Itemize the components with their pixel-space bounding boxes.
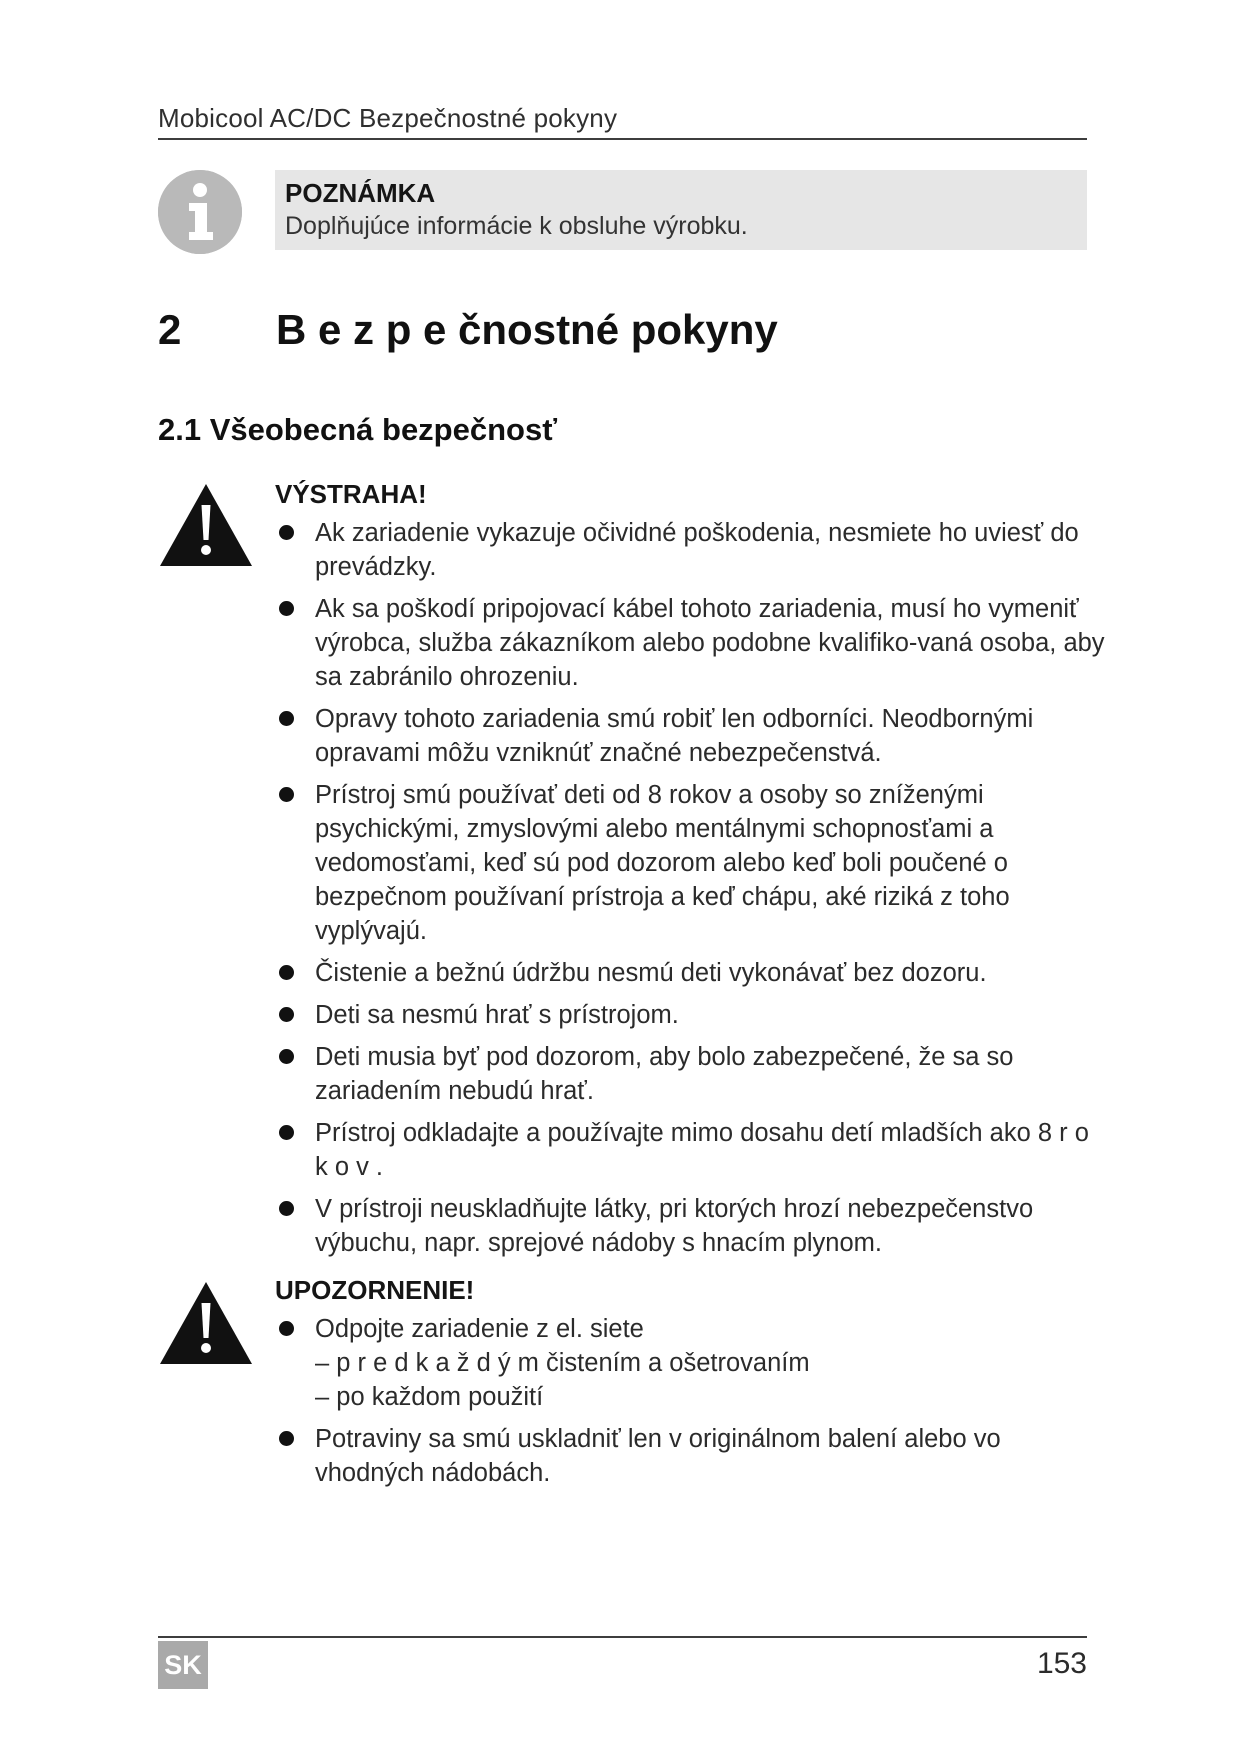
list-item-text: Čistenie a bežnú údržbu nesmú deti vykonávať bez dozoru. bbox=[315, 959, 987, 987]
chapter-number: 2 bbox=[158, 306, 182, 353]
list-item-text: V prístroji neuskladňujte látky, pri ktorých hrozí nebezpečenstvo výbuchu, napr. sprejové nádoby s hnacím plynom. bbox=[315, 1195, 1034, 1257]
language-badge: SK bbox=[158, 1641, 208, 1689]
warning-triangle-icon bbox=[158, 1280, 254, 1366]
bullet-icon bbox=[279, 601, 294, 616]
warning-title: VÝSTRAHA! bbox=[275, 479, 427, 509]
list-item-text: Deti sa nesmú hrať s prístrojom. bbox=[315, 1001, 679, 1029]
list-subitem: – po každom použití bbox=[315, 1383, 544, 1411]
list-item bbox=[275, 516, 1105, 584]
info-icon bbox=[158, 170, 242, 254]
bullet-icon bbox=[279, 965, 294, 980]
list-item bbox=[275, 778, 1105, 948]
bullet-icon bbox=[279, 525, 294, 540]
bullet-icon bbox=[279, 1007, 294, 1022]
caution-title: UPOZORNENIE! bbox=[275, 1275, 475, 1305]
list-item-text: Ak zariadenie vykazuje očividné poškodenia, nesmiete ho uviesť do prevádzky. bbox=[315, 519, 1079, 581]
footer-rule bbox=[158, 1636, 1087, 1638]
list-item-text: Ak sa poškodí pripojovací kábel tohoto zariadenia, musí ho vymeniť výrobca, služba zákazníkom alebo podobne kvalifiko-vaná osoba, aby sa zabránilo ohrozeniu. bbox=[315, 595, 1105, 691]
page-number: 153 bbox=[1036, 1647, 1087, 1680]
bullet-icon bbox=[279, 1049, 294, 1064]
list-subitem: – p r e d k a ž d ý m čistením a ošetrovaním bbox=[315, 1349, 810, 1377]
section-heading: 2.1 Všeobecná bezpečnosť bbox=[158, 412, 558, 447]
bullet-icon bbox=[279, 787, 294, 802]
caution-block bbox=[275, 1272, 1105, 1498]
list-item bbox=[275, 1312, 1105, 1414]
list-item bbox=[275, 1116, 1105, 1184]
list-item bbox=[275, 998, 1105, 1032]
list-item-text: Opravy tohoto zariadenia smú robiť len odborníci. Neodbornými opravami môžu vzniknúť značné nebezpečenstvá. bbox=[315, 705, 1034, 767]
list-item-text: Deti musia byť pod dozorom, aby bolo zabezpečené, že sa so zariadením nebudú hrať. bbox=[315, 1043, 1014, 1105]
bullet-icon bbox=[279, 1321, 294, 1336]
chapter-title: B e z p e čnostné pokyny bbox=[276, 306, 778, 353]
note-text: Doplňujúce informácie k obsluhe výrobku. bbox=[285, 212, 748, 240]
list-item bbox=[275, 702, 1105, 770]
note-box bbox=[275, 170, 1087, 250]
warning-triangle-icon bbox=[158, 482, 254, 568]
list-item-text: Odpojte zariadenie z el. siete bbox=[315, 1315, 644, 1343]
caution-list bbox=[275, 1312, 1105, 1490]
list-item bbox=[275, 592, 1105, 694]
list-item bbox=[275, 956, 1105, 990]
note-title: POZNÁMKA bbox=[285, 178, 436, 208]
list-item bbox=[275, 1192, 1105, 1260]
chapter-heading bbox=[158, 302, 1198, 358]
list-item-text: Prístroj smú používať deti od 8 rokov a osoby so zníženými psychickými, zmyslovými alebo mentálnymi schopnosťami a vedomosťami, keď sú pod dozorom alebo keď boli poučené o bezpečnom používaní prístroja a keď chápu, aké riziká z toho vyplývajú. bbox=[315, 781, 1010, 945]
bullet-icon bbox=[279, 1431, 294, 1446]
bullet-icon bbox=[279, 1125, 294, 1140]
warning-block bbox=[275, 476, 1105, 1268]
list-item-text: Prístroj odkladajte a používajte mimo dosahu detí mladších ako 8 r o k o v . bbox=[315, 1119, 1089, 1181]
list-item-text: Potraviny sa smú uskladniť len v originálnom balení alebo vo vhodných nádobách. bbox=[315, 1425, 1001, 1487]
page-header bbox=[158, 100, 1087, 140]
list-item bbox=[275, 1422, 1105, 1490]
list-item bbox=[275, 1040, 1105, 1108]
bullet-icon bbox=[279, 1201, 294, 1216]
warning-list bbox=[275, 516, 1105, 1260]
header-title: Mobicool AC/DC Bezpečnostné pokyny bbox=[158, 103, 618, 133]
bullet-icon bbox=[279, 711, 294, 726]
